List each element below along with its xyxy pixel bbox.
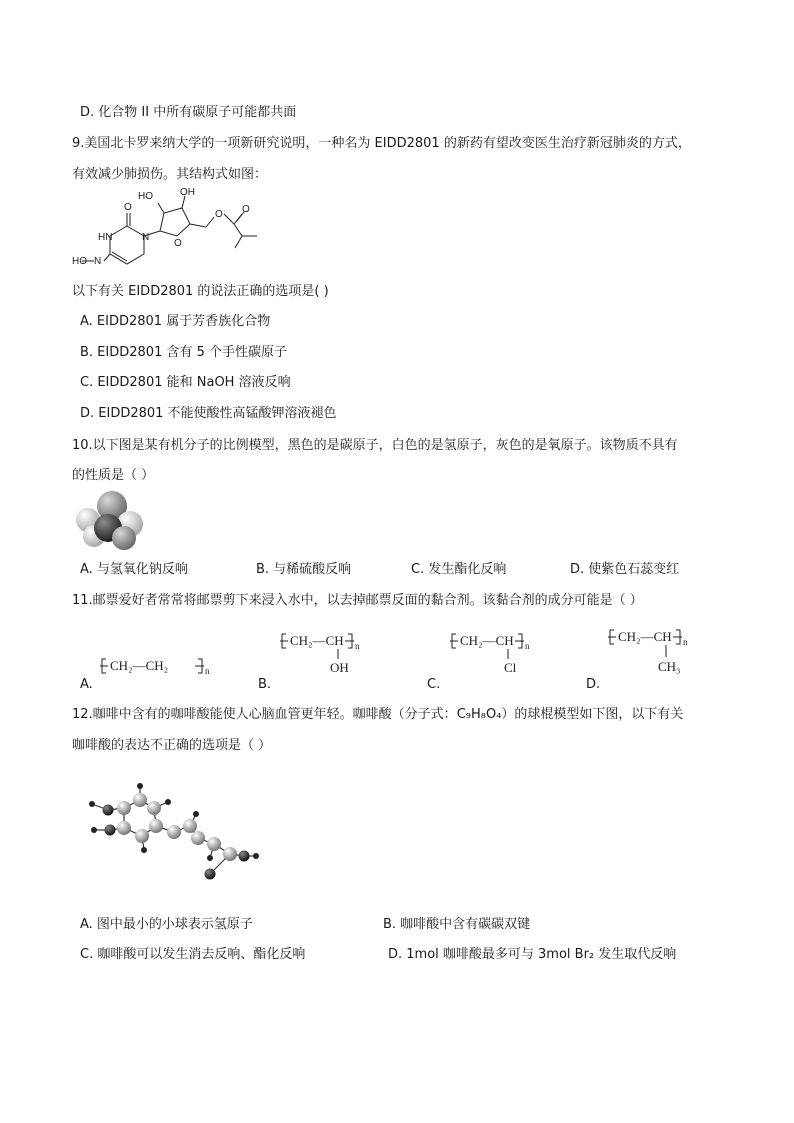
q9-question: 以下有关 EIDD2801 的说法正确的选项是( ): [72, 284, 329, 299]
carbon-ball: [135, 829, 149, 843]
struct-label-hon: HO: [72, 256, 87, 267]
polymer-a: [98, 652, 218, 676]
q12-stem-post: ）的球棍模型如下图，以下有关: [501, 707, 684, 722]
carbon-ball: [167, 825, 181, 839]
polymer-c: [448, 629, 538, 677]
carbon-ball: [133, 793, 147, 807]
q10-option-c: C. 发生酯化反响: [411, 562, 507, 577]
hydrogen-ball: [165, 799, 171, 805]
hydrogen-ball: [253, 853, 259, 859]
q11-option-d-letter: D.: [586, 677, 601, 692]
hydrogen-ball: [193, 811, 199, 817]
polymer-d-formula: CH₂—CH: [618, 629, 672, 644]
hydrogen-ball: [207, 855, 213, 861]
struct-label-n: N: [142, 232, 150, 243]
q12-option-d: D. 1mol 咖啡酸最多可与 3mol Br₂ 发生取代反响: [388, 947, 677, 962]
carbon-ball: [149, 819, 163, 833]
struct-label-ester-o: O: [215, 209, 223, 220]
carbon-ball: [191, 831, 205, 845]
hydrogen-ball: [91, 827, 97, 833]
q9-stem-line1: 9.美国北卡罗来纳大学的一项新研究说明，一种名为 EIDD2801 的新药有望改变医生治疗新冠肺炎的方式，: [72, 136, 691, 151]
q12-option-a: A. 图中最小的小球表示氢原子: [80, 917, 253, 932]
oxygen-ball: [103, 805, 114, 816]
carbon-ball: [147, 801, 161, 815]
q11-option-a-letter: A.: [80, 677, 93, 692]
hydrogen-ball: [89, 801, 95, 807]
polymer-d-n: n: [683, 637, 688, 647]
struct-label-o-top: O: [124, 202, 132, 213]
q9-option-a: A. EIDD2801 属于芳香族化合物: [80, 314, 271, 329]
struct-label-hn: HN: [98, 232, 113, 243]
carbon-ball: [117, 821, 131, 835]
q10-option-a: A. 与氢氧化钠反响: [80, 562, 188, 577]
q10-option-b: B. 与稀硫酸反响: [256, 562, 352, 577]
struct-label-carbonyl-o: O: [242, 204, 250, 215]
polymer-c-n: n: [525, 641, 530, 651]
struct-label-ho: HO: [138, 191, 153, 202]
carbon-ball: [117, 801, 131, 815]
q11-option-c-letter: C.: [427, 677, 441, 692]
polymer-d-sub: CH₃: [658, 659, 681, 674]
q12-option-c: C. 咖啡酸可以发生消去反响、酯化反响: [80, 947, 306, 962]
q11-option-b-letter: B.: [258, 677, 272, 692]
polymer-b-formula: CH₂—CH: [290, 633, 344, 648]
q12-formula: C₉H₈O₄: [456, 707, 502, 722]
q10-option-d: D. 使紫色石蕊变红: [570, 562, 680, 577]
q11-stem: 11.邮票爱好者常常将邮票剪下来浸入水中，以去掉邮票反面的黏合剂。该黏合剂的成分可能是（ ）: [72, 593, 643, 608]
q9-stem-line2: 有效减少肺损伤。其结构式如图：: [72, 167, 268, 182]
q9-option-b: B. EIDD2801 含有 5 个手性碳原子: [80, 345, 288, 360]
hydrogen-ball: [137, 783, 143, 789]
space-filling-model: [72, 486, 152, 554]
polymer-a-formula: CH₂—CH₂: [110, 658, 169, 673]
polymer-c-formula: CH₂—CH: [460, 633, 514, 648]
polymer-d: [606, 625, 701, 675]
q12-option-b: B. 咖啡酸中含有碳碳双键: [383, 917, 531, 932]
oxygen-atom: [112, 526, 136, 550]
q12-stem-line2: 咖啡酸的表达不正确的选项是（ ）: [72, 738, 272, 753]
carbon-ball: [223, 847, 237, 861]
polymer-b-sub: OH: [330, 660, 349, 675]
oxygen-ball: [205, 869, 216, 880]
ball-and-stick-model: [82, 780, 272, 880]
q12-stem-pre: 12.咖啡中含有的咖啡酸能使人心脑血管更年轻。咖啡酸（分子式：: [72, 707, 457, 722]
eidd2801-structure: [72, 186, 272, 274]
struct-label-n-oxime: N: [94, 256, 102, 267]
struct-label-oh: OH: [180, 187, 195, 198]
polymer-b: [278, 629, 368, 677]
oxygen-ball: [105, 825, 116, 836]
polymer-b-n: n: [355, 641, 360, 651]
hydrogen-ball: [141, 847, 147, 853]
oxygen-ball: [239, 851, 250, 862]
q12-stem-line1: [72, 706, 683, 724]
polymer-c-sub: Cl: [504, 660, 517, 675]
q10-stem-line1: 10.以下图是某有机分子的比例模型，黑色的是碳原子，白色的是氢原子，灰色的是氧原子。该物质不具有: [72, 438, 678, 453]
q10-stem-line2: 的性质是（ ）: [72, 468, 155, 483]
q8-option-d: D. 化合物 II 中所有碳原子可能都共面: [80, 105, 297, 120]
q9-option-d: D. EIDD2801 不能使酸性高锰酸钾溶液褪色: [80, 406, 337, 421]
polymer-a-n: n: [205, 666, 210, 676]
struct-label-ring-o: O: [174, 238, 182, 249]
carbon-ball: [183, 819, 197, 833]
carbon-ball: [207, 837, 221, 851]
q9-option-c: C. EIDD2801 能和 NaOH 溶液反响: [80, 375, 291, 390]
